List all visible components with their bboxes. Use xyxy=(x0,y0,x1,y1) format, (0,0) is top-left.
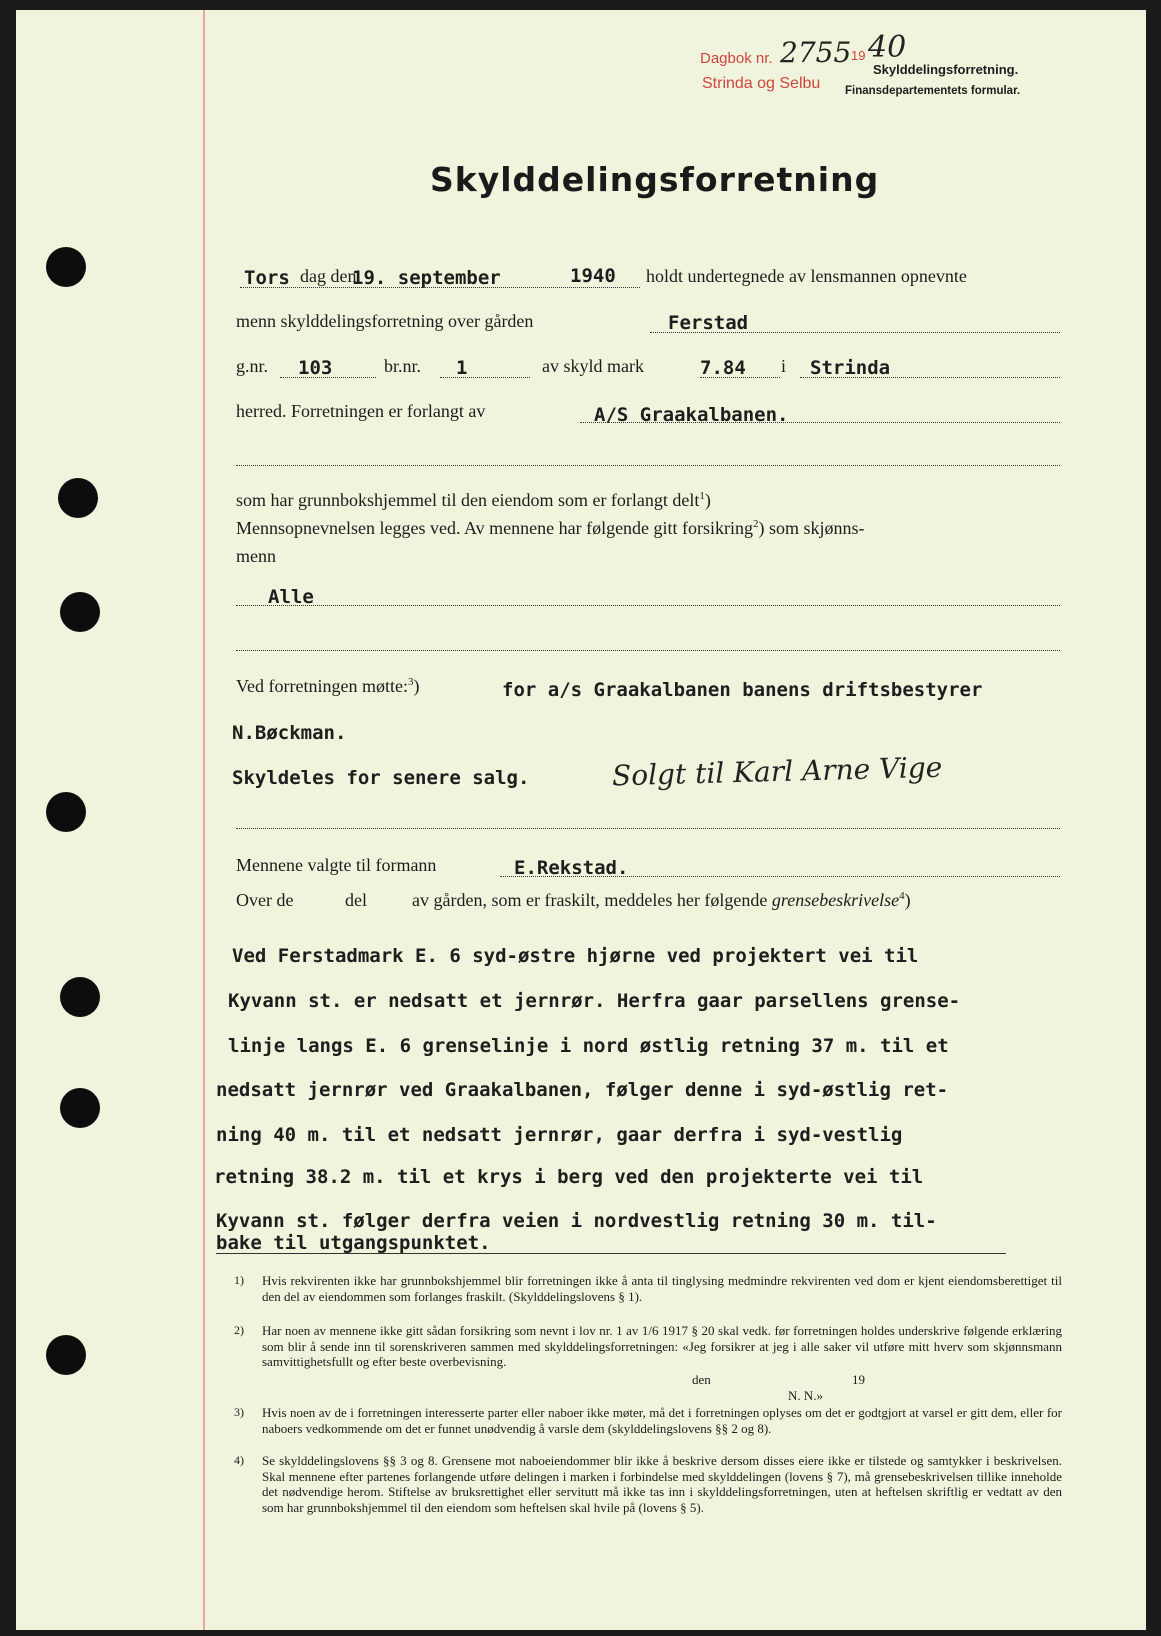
fill-line xyxy=(700,377,780,378)
gnr-value: 103 xyxy=(298,357,333,379)
fill-line xyxy=(580,422,1060,423)
herred-value: Strinda xyxy=(810,357,891,379)
boundary-line: Kyvann st. følger derfra veien i nordvestlig retning 30 m. til- xyxy=(216,1210,937,1232)
punch-hole xyxy=(60,1088,100,1128)
label-menn: menn xyxy=(236,546,276,566)
footnote-number: 2) xyxy=(234,1323,244,1337)
chairman-value: E.Rekstad. xyxy=(514,857,629,879)
year-value: 1940 xyxy=(570,265,616,287)
journal-year-prefix: 19 xyxy=(851,48,866,63)
farm-value: Ferstad xyxy=(668,312,749,334)
skyld-value: 7.84 xyxy=(700,357,746,379)
fill-line xyxy=(800,377,1060,378)
label-del: del xyxy=(345,890,367,910)
fill-line xyxy=(500,876,1060,877)
footnote-den: den xyxy=(692,1372,711,1387)
punch-hole xyxy=(58,478,98,518)
boundary-line: Kyvann st. er nedsatt et jernrør. Herfra gaar parsellens grense- xyxy=(228,990,961,1012)
label-grensebeskrivelse: av gården, som er fraskilt, meddeles her følgende grensebeskrivelse$^4$) xyxy=(412,890,911,910)
punch-hole xyxy=(46,247,86,287)
footnote-number: 3) xyxy=(234,1405,244,1419)
journal-year: 40 xyxy=(868,30,907,65)
label-skyld: av skyld mark xyxy=(542,356,644,376)
label-dag-den: dag den xyxy=(300,266,357,286)
attendees-line2: N.Bøckman. xyxy=(232,722,347,744)
fill-line xyxy=(280,377,376,378)
punch-hole xyxy=(46,1335,86,1375)
label-forlangt-av: herred. Forretningen er forlangt av xyxy=(236,401,486,421)
footnote-number: 4) xyxy=(234,1453,244,1467)
boundary-line: linje langs E. 6 grenselinje i nord østlig retning 37 m. til et xyxy=(228,1035,949,1057)
boundary-line: bake til utgangspunktet. xyxy=(216,1232,491,1254)
note-handwritten: Solgt til Karl Arne Vige xyxy=(611,750,943,793)
fill-line xyxy=(236,828,1060,829)
bnr-value: 1 xyxy=(456,357,468,379)
journal-number: 2755 xyxy=(780,36,852,69)
footnote-number: 1) xyxy=(234,1273,244,1287)
fill-line xyxy=(236,650,1060,651)
label-holdt: holdt undertegnede av lensmannen opnevnte xyxy=(646,266,967,286)
footnote-signature: N. N.» xyxy=(788,1388,824,1403)
label-formann: Mennene valgte til formann xyxy=(236,855,437,875)
stamp-line1: Dagbok nr. xyxy=(700,50,773,67)
fill-line xyxy=(236,605,1060,606)
fill-line xyxy=(236,465,1060,466)
document-page xyxy=(16,10,1146,1630)
label-i: i xyxy=(781,356,787,376)
label-motte: Ved forretningen møtte:$^3$) xyxy=(236,676,420,696)
weekday-value: Tors xyxy=(244,267,290,289)
boundary-line: Ved Ferstadmark E. 6 syd-østre hjørne ved projektert vei til xyxy=(232,945,919,967)
fill-line xyxy=(240,287,640,288)
boundary-line: ning 40 m. til et nedsatt jernrør, gaar derfra i syd-vestlig xyxy=(216,1124,903,1146)
form-name: Skylddelingsforretning. xyxy=(873,62,1019,77)
label-gnr: g.nr. xyxy=(236,356,269,376)
form-source: Finansdepartementets formular. xyxy=(845,85,1021,97)
boundary-line: retning 38.2 m. til et krys i berg ved den projekterte vei til xyxy=(214,1166,924,1188)
stamp-line2: Strinda og Selbu xyxy=(702,75,821,92)
label-grunnbokshjemmel: som har grunnbokshjemmel til den eiendom som er forlangt delt$^1$) xyxy=(236,490,711,510)
margin-line xyxy=(203,10,205,1630)
label-forsikring: Mennsopnevnelsen legges ved. Av mennene har følgende gitt forsikring$^2$) som skjønns- xyxy=(236,518,865,538)
footnote-text: Se skylddelingslovens §§ 3 og 8. Grensene mot naboeiendommer blir ikke å beskrive dersom disses eiere ikke er tilstede og samtykker i beskrivelsen. Skal mennene efter partenes forlangende utføre delingen i marken i forbindelse med skylddelingen (lovens § 7), må grensebeskrivelsen tillike inneholde det nødvendige herom. Stiftelse av bruksrettighet eller servitutt må ikke tas inn i skylddelingsforretningen, uten at heftelsen skriftlig er vedtatt av den som har grunnbokshjemmel til den eiendom som heftelsen skal hvile på (lovens § 5). xyxy=(262,1453,1062,1515)
footnote-text: Hvis rekvirenten ikke har grunnbokshjemmel blir forretningen ikke å anta til tinglysing medmindre rekvirenten ved dom er kjent eiendomsberettiget til den del av eiendommen som forlanges fraskilt. (Skylddelingslovens § 1). xyxy=(262,1273,1062,1304)
punch-hole xyxy=(60,977,100,1017)
footnote-year: 19 xyxy=(852,1372,865,1387)
note-typed: Skyldeles for senere salg. xyxy=(232,767,530,789)
footnote-text: Har noen av mennene ikke gitt sådan forsikring som nevnt i lov nr. 1 av 1/6 1917 § 20 skal vedk. før forretningen holdes underskrive følgende erklæring som blir å sende inn til sorenskriveren sammen med skylddelingsforretningen: «Jeg forsikrer at jeg i alle saker vil utføre mitt hverv som skjønnsmann samvittighetsfullt og efter beste overbevisning. xyxy=(262,1323,1062,1369)
fill-line xyxy=(216,1253,1006,1254)
fill-line xyxy=(440,377,530,378)
requester-value: A/S Graakalbanen. xyxy=(594,404,789,426)
punch-hole xyxy=(60,592,100,632)
footnote-text: Hvis noen av de i forretningen interesserte parter eller naboer ikke møter, må det i forretningen oplyses om det er godtgjort at varsel er gitt dem, eller for naboers vedkommende om det er funnet unødvendig å varsle dem (skylddelingslovens §§ 2 og 8). xyxy=(262,1405,1062,1436)
label-bnr: br.nr. xyxy=(384,356,422,376)
label-over-de: Over de xyxy=(236,890,294,910)
assessors-value: Alle xyxy=(268,586,314,608)
punch-hole xyxy=(46,792,86,832)
fill-line xyxy=(650,332,1060,333)
page-title: Skylddelingsforretning xyxy=(430,160,880,199)
attendees-line1: for a/s Graakalbanen banens driftsbestyrer xyxy=(502,679,983,701)
label-gaarden: menn skylddelingsforretning over gården xyxy=(236,311,534,331)
boundary-line: nedsatt jernrør ved Graakalbanen, følger denne i syd-østlig ret- xyxy=(216,1079,949,1101)
date-value: 19. september xyxy=(352,267,501,289)
